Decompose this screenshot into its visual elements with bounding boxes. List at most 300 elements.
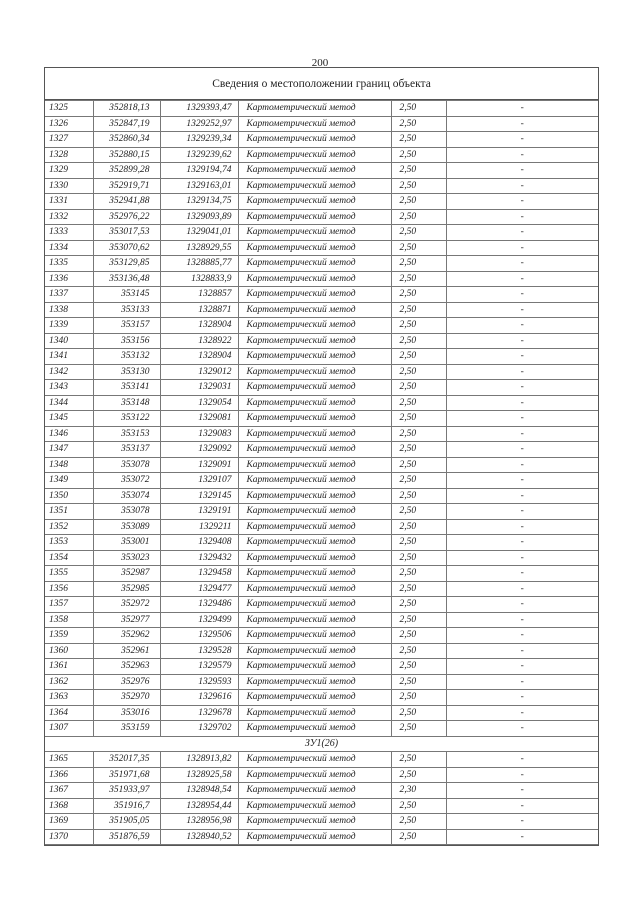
table-row (45, 240, 598, 256)
description-cell: - (446, 116, 598, 132)
y-coordinate-cell: 1329145 (160, 488, 238, 504)
accuracy-cell: 2,50 (391, 302, 446, 318)
description-cell: - (446, 767, 598, 783)
accuracy-cell: 2,50 (391, 349, 446, 365)
method-cell: Картометрический метод (238, 519, 391, 535)
point-number-cell: 1325 (45, 101, 93, 117)
x-coordinate-cell: 351916,7 (93, 798, 160, 814)
description-cell: - (446, 783, 598, 799)
y-coordinate-cell: 1329432 (160, 550, 238, 566)
method-cell: Картометрический метод (238, 426, 391, 442)
accuracy-cell: 2,50 (391, 659, 446, 675)
x-coordinate-cell: 353122 (93, 411, 160, 427)
x-coordinate-cell: 352899,28 (93, 163, 160, 179)
point-number-cell: 1349 (45, 473, 93, 489)
description-cell: - (446, 597, 598, 613)
table-row (45, 752, 598, 768)
y-coordinate-cell: 1328871 (160, 302, 238, 318)
x-coordinate-cell: 352818,13 (93, 101, 160, 117)
accuracy-cell: 2,50 (391, 271, 446, 287)
point-number-cell: 1364 (45, 705, 93, 721)
accuracy-cell: 2,50 (391, 380, 446, 396)
table-row (45, 256, 598, 272)
x-coordinate-cell: 353078 (93, 457, 160, 473)
description-cell: - (446, 178, 598, 194)
table-row (45, 380, 598, 396)
accuracy-cell: 2,50 (391, 519, 446, 535)
point-number-cell: 1326 (45, 116, 93, 132)
x-coordinate-cell: 353001 (93, 535, 160, 551)
y-coordinate-cell: 1329499 (160, 612, 238, 628)
accuracy-cell: 2,50 (391, 690, 446, 706)
table-row (45, 364, 598, 380)
accuracy-cell: 2,50 (391, 364, 446, 380)
accuracy-cell: 2,50 (391, 411, 446, 427)
x-coordinate-cell: 353072 (93, 473, 160, 489)
y-coordinate-cell: 1329031 (160, 380, 238, 396)
description-cell: - (446, 581, 598, 597)
description-cell: - (446, 504, 598, 520)
description-cell: - (446, 690, 598, 706)
table-row (45, 163, 598, 179)
description-cell: - (446, 535, 598, 551)
accuracy-cell: 2,50 (391, 287, 446, 303)
point-number-cell: 1327 (45, 132, 93, 148)
accuracy-cell: 2,50 (391, 721, 446, 737)
x-coordinate-cell: 353132 (93, 349, 160, 365)
table-row (45, 488, 598, 504)
method-cell: Картометрический метод (238, 581, 391, 597)
accuracy-cell: 2,50 (391, 829, 446, 845)
description-cell: - (446, 256, 598, 272)
table-row (45, 349, 598, 365)
description-cell: - (446, 194, 598, 210)
y-coordinate-cell: 1328913,82 (160, 752, 238, 768)
y-coordinate-cell: 1328954,44 (160, 798, 238, 814)
accuracy-cell: 2,50 (391, 674, 446, 690)
x-coordinate-cell: 352977 (93, 612, 160, 628)
x-coordinate-cell: 352017,35 (93, 752, 160, 768)
point-number-cell: 1338 (45, 302, 93, 318)
x-coordinate-cell: 353023 (93, 550, 160, 566)
y-coordinate-cell: 1328922 (160, 333, 238, 349)
table-row (45, 147, 598, 163)
point-number-cell: 1307 (45, 721, 93, 737)
description-cell: - (446, 426, 598, 442)
method-cell: Картометрический метод (238, 178, 391, 194)
method-cell: Картометрический метод (238, 767, 391, 783)
y-coordinate-cell: 1328885,77 (160, 256, 238, 272)
accuracy-cell: 2,50 (391, 163, 446, 179)
table-row (45, 814, 598, 830)
method-cell: Картометрический метод (238, 597, 391, 613)
point-number-cell: 1343 (45, 380, 93, 396)
method-cell: Картометрический метод (238, 395, 391, 411)
point-number-cell: 1334 (45, 240, 93, 256)
point-number-cell: 1365 (45, 752, 93, 768)
description-cell: - (446, 659, 598, 675)
accuracy-cell: 2,50 (391, 550, 446, 566)
x-coordinate-cell: 352941,88 (93, 194, 160, 210)
y-coordinate-cell: 1329134,75 (160, 194, 238, 210)
table-row (45, 194, 598, 210)
accuracy-cell: 2,50 (391, 473, 446, 489)
accuracy-cell: 2,50 (391, 318, 446, 334)
y-coordinate-cell: 1329041,01 (160, 225, 238, 241)
point-number-cell: 1336 (45, 271, 93, 287)
x-coordinate-cell: 352860,34 (93, 132, 160, 148)
method-cell: Картометрический метод (238, 225, 391, 241)
y-coordinate-cell: 1329579 (160, 659, 238, 675)
description-cell: - (446, 225, 598, 241)
table-row (45, 566, 598, 582)
accuracy-cell: 2,50 (391, 612, 446, 628)
method-cell: Картометрический метод (238, 535, 391, 551)
x-coordinate-cell: 353156 (93, 333, 160, 349)
accuracy-cell: 2,50 (391, 628, 446, 644)
description-cell: - (446, 287, 598, 303)
x-coordinate-cell: 352919,71 (93, 178, 160, 194)
accuracy-cell: 2,50 (391, 504, 446, 520)
description-cell: - (446, 364, 598, 380)
x-coordinate-cell: 352847,19 (93, 116, 160, 132)
accuracy-cell: 2,50 (391, 581, 446, 597)
description-cell: - (446, 271, 598, 287)
x-coordinate-cell: 353016 (93, 705, 160, 721)
accuracy-cell: 2,50 (391, 488, 446, 504)
method-cell: Картометрический метод (238, 163, 391, 179)
accuracy-cell: 2,50 (391, 240, 446, 256)
description-cell: - (446, 163, 598, 179)
accuracy-cell: 2,50 (391, 209, 446, 225)
method-cell: Картометрический метод (238, 411, 391, 427)
table-row (45, 767, 598, 783)
x-coordinate-cell: 352963 (93, 659, 160, 675)
table-row (45, 302, 598, 318)
point-number-cell: 1366 (45, 767, 93, 783)
point-number-cell: 1346 (45, 426, 93, 442)
accuracy-cell: 2,50 (391, 178, 446, 194)
y-coordinate-cell: 1329593 (160, 674, 238, 690)
x-coordinate-cell: 352976,22 (93, 209, 160, 225)
x-coordinate-cell: 352972 (93, 597, 160, 613)
point-number-cell: 1363 (45, 690, 93, 706)
point-number-cell: 1337 (45, 287, 93, 303)
y-coordinate-cell: 1329616 (160, 690, 238, 706)
point-number-cell: 1342 (45, 364, 93, 380)
description-cell: - (446, 380, 598, 396)
method-cell: Картометрический метод (238, 674, 391, 690)
description-cell: - (446, 240, 598, 256)
x-coordinate-cell: 351876,59 (93, 829, 160, 845)
accuracy-cell: 2,50 (391, 395, 446, 411)
x-coordinate-cell: 353129,85 (93, 256, 160, 272)
point-number-cell: 1348 (45, 457, 93, 473)
table-row (45, 597, 598, 613)
method-cell: Картометрический метод (238, 721, 391, 737)
x-coordinate-cell: 353153 (93, 426, 160, 442)
method-cell: Картометрический метод (238, 814, 391, 830)
method-cell: Картометрический метод (238, 256, 391, 272)
point-number-cell: 1330 (45, 178, 93, 194)
table-row (45, 659, 598, 675)
y-coordinate-cell: 1328904 (160, 318, 238, 334)
y-coordinate-cell: 1329091 (160, 457, 238, 473)
x-coordinate-cell: 353157 (93, 318, 160, 334)
accuracy-cell: 2,50 (391, 814, 446, 830)
accuracy-cell: 2,50 (391, 442, 446, 458)
section-label: ЗУ1(26) (45, 736, 598, 752)
x-coordinate-cell: 353070,62 (93, 240, 160, 256)
method-cell: Картометрический метод (238, 504, 391, 520)
x-coordinate-cell: 352962 (93, 628, 160, 644)
method-cell: Картометрический метод (238, 349, 391, 365)
y-coordinate-cell: 1329458 (160, 566, 238, 582)
description-cell: - (446, 411, 598, 427)
point-number-cell: 1331 (45, 194, 93, 210)
y-coordinate-cell: 1328833,9 (160, 271, 238, 287)
point-number-cell: 1350 (45, 488, 93, 504)
table-row (45, 457, 598, 473)
description-cell: - (446, 442, 598, 458)
point-number-cell: 1329 (45, 163, 93, 179)
method-cell: Картометрический метод (238, 302, 391, 318)
method-cell: Картометрический метод (238, 643, 391, 659)
point-number-cell: 1335 (45, 256, 93, 272)
section-header-row (45, 736, 598, 752)
y-coordinate-cell: 1329393,47 (160, 101, 238, 117)
accuracy-cell: 2,50 (391, 225, 446, 241)
accuracy-cell: 2,50 (391, 116, 446, 132)
accuracy-cell: 2,50 (391, 457, 446, 473)
y-coordinate-cell: 1329081 (160, 411, 238, 427)
y-coordinate-cell: 1329093,89 (160, 209, 238, 225)
description-cell: - (446, 643, 598, 659)
method-cell: Картометрический метод (238, 194, 391, 210)
method-cell: Картометрический метод (238, 659, 391, 675)
method-cell: Картометрический метод (238, 488, 391, 504)
table-row (45, 318, 598, 334)
table-row (45, 178, 598, 194)
y-coordinate-cell: 1329477 (160, 581, 238, 597)
description-cell: - (446, 550, 598, 566)
accuracy-cell: 2,50 (391, 132, 446, 148)
x-coordinate-cell: 353130 (93, 364, 160, 380)
table-row (45, 550, 598, 566)
y-coordinate-cell: 1329506 (160, 628, 238, 644)
method-cell: Картометрический метод (238, 364, 391, 380)
rows-group-b (45, 752, 598, 845)
description-cell: - (446, 101, 598, 117)
coordinates-table (45, 100, 598, 845)
description-cell: - (446, 473, 598, 489)
table-row (45, 798, 598, 814)
table-row (45, 225, 598, 241)
y-coordinate-cell: 1329702 (160, 721, 238, 737)
point-number-cell: 1358 (45, 612, 93, 628)
x-coordinate-cell: 352961 (93, 643, 160, 659)
table-row (45, 690, 598, 706)
x-coordinate-cell: 353141 (93, 380, 160, 396)
description-cell: - (446, 395, 598, 411)
y-coordinate-cell: 1329012 (160, 364, 238, 380)
description-cell: - (446, 349, 598, 365)
x-coordinate-cell: 352970 (93, 690, 160, 706)
method-cell: Картометрический метод (238, 240, 391, 256)
method-cell: Картометрический метод (238, 473, 391, 489)
x-coordinate-cell: 352880,15 (93, 147, 160, 163)
accuracy-cell: 2,50 (391, 101, 446, 117)
table-row (45, 721, 598, 737)
x-coordinate-cell: 351971,68 (93, 767, 160, 783)
description-cell: - (446, 302, 598, 318)
method-cell: Картометрический метод (238, 752, 391, 768)
table-row (45, 116, 598, 132)
description-cell: - (446, 209, 598, 225)
x-coordinate-cell: 353148 (93, 395, 160, 411)
y-coordinate-cell: 1329083 (160, 426, 238, 442)
point-number-cell: 1370 (45, 829, 93, 845)
method-cell: Картометрический метод (238, 287, 391, 303)
point-number-cell: 1347 (45, 442, 93, 458)
accuracy-cell: 2,50 (391, 705, 446, 721)
method-cell: Картометрический метод (238, 566, 391, 582)
method-cell: Картометрический метод (238, 612, 391, 628)
y-coordinate-cell: 1329486 (160, 597, 238, 613)
method-cell: Картометрический метод (238, 690, 391, 706)
page-number: 200 (311, 57, 329, 69)
table-row (45, 519, 598, 535)
accuracy-cell: 2,50 (391, 798, 446, 814)
description-cell: - (446, 814, 598, 830)
description-cell: - (446, 628, 598, 644)
description-cell: - (446, 147, 598, 163)
x-coordinate-cell: 353074 (93, 488, 160, 504)
method-cell: Картометрический метод (238, 442, 391, 458)
y-coordinate-cell: 1328904 (160, 349, 238, 365)
method-cell: Картометрический метод (238, 705, 391, 721)
point-number-cell: 1362 (45, 674, 93, 690)
accuracy-cell: 2,50 (391, 426, 446, 442)
accuracy-cell: 2,50 (391, 566, 446, 582)
table-row (45, 504, 598, 520)
x-coordinate-cell: 351933,97 (93, 783, 160, 799)
description-cell: - (446, 566, 598, 582)
y-coordinate-cell: 1328857 (160, 287, 238, 303)
method-cell: Картометрический метод (238, 798, 391, 814)
table-row (45, 411, 598, 427)
x-coordinate-cell: 353137 (93, 442, 160, 458)
y-coordinate-cell: 1329054 (160, 395, 238, 411)
point-number-cell: 1361 (45, 659, 93, 675)
method-cell: Картометрический метод (238, 271, 391, 287)
method-cell: Картометрический метод (238, 209, 391, 225)
table-row (45, 287, 598, 303)
accuracy-cell: 2,50 (391, 752, 446, 768)
table-row (45, 473, 598, 489)
point-number-cell: 1328 (45, 147, 93, 163)
section-header-group (45, 736, 598, 752)
x-coordinate-cell: 352985 (93, 581, 160, 597)
point-number-cell: 1354 (45, 550, 93, 566)
accuracy-cell: 2,50 (391, 535, 446, 551)
point-number-cell: 1351 (45, 504, 93, 520)
method-cell: Картометрический метод (238, 333, 391, 349)
x-coordinate-cell: 353078 (93, 504, 160, 520)
method-cell: Картометрический метод (238, 132, 391, 148)
y-coordinate-cell: 1329252,97 (160, 116, 238, 132)
description-cell: - (446, 519, 598, 535)
point-number-cell: 1357 (45, 597, 93, 613)
point-number-cell: 1369 (45, 814, 93, 830)
y-coordinate-cell: 1328925,58 (160, 767, 238, 783)
description-cell: - (446, 488, 598, 504)
table-row (45, 829, 598, 845)
accuracy-cell: 2,50 (391, 597, 446, 613)
accuracy-cell: 2,30 (391, 783, 446, 799)
point-number-cell: 1367 (45, 783, 93, 799)
x-coordinate-cell: 353089 (93, 519, 160, 535)
description-cell: - (446, 612, 598, 628)
table-row (45, 535, 598, 551)
table-row (45, 612, 598, 628)
point-number-cell: 1339 (45, 318, 93, 334)
description-cell: - (446, 457, 598, 473)
table-row (45, 674, 598, 690)
accuracy-cell: 2,50 (391, 256, 446, 272)
method-cell: Картометрический метод (238, 550, 391, 566)
description-cell: - (446, 705, 598, 721)
y-coordinate-cell: 1329163,01 (160, 178, 238, 194)
method-cell: Картометрический метод (238, 783, 391, 799)
method-cell: Картометрический метод (238, 628, 391, 644)
table-row (45, 271, 598, 287)
y-coordinate-cell: 1329408 (160, 535, 238, 551)
point-number-cell: 1356 (45, 581, 93, 597)
table-row (45, 132, 598, 148)
accuracy-cell: 2,50 (391, 333, 446, 349)
point-number-cell: 1340 (45, 333, 93, 349)
description-cell: - (446, 798, 598, 814)
y-coordinate-cell: 1328956,98 (160, 814, 238, 830)
method-cell: Картометрический метод (238, 829, 391, 845)
accuracy-cell: 2,50 (391, 643, 446, 659)
y-coordinate-cell: 1329239,34 (160, 132, 238, 148)
y-coordinate-cell: 1329194,74 (160, 163, 238, 179)
y-coordinate-cell: 1328948,54 (160, 783, 238, 799)
point-number-cell: 1333 (45, 225, 93, 241)
accuracy-cell: 2,50 (391, 767, 446, 783)
y-coordinate-cell: 1329211 (160, 519, 238, 535)
point-number-cell: 1353 (45, 535, 93, 551)
point-number-cell: 1355 (45, 566, 93, 582)
table-row (45, 333, 598, 349)
x-coordinate-cell: 351905,05 (93, 814, 160, 830)
point-number-cell: 1332 (45, 209, 93, 225)
y-coordinate-cell: 1328929,55 (160, 240, 238, 256)
table-row (45, 442, 598, 458)
accuracy-cell: 2,50 (391, 194, 446, 210)
table-row (45, 209, 598, 225)
x-coordinate-cell: 353145 (93, 287, 160, 303)
y-coordinate-cell: 1329239,62 (160, 147, 238, 163)
y-coordinate-cell: 1329528 (160, 643, 238, 659)
y-coordinate-cell: 1328940,52 (160, 829, 238, 845)
x-coordinate-cell: 353136,48 (93, 271, 160, 287)
description-cell: - (446, 829, 598, 845)
description-cell: - (446, 132, 598, 148)
x-coordinate-cell: 352987 (93, 566, 160, 582)
